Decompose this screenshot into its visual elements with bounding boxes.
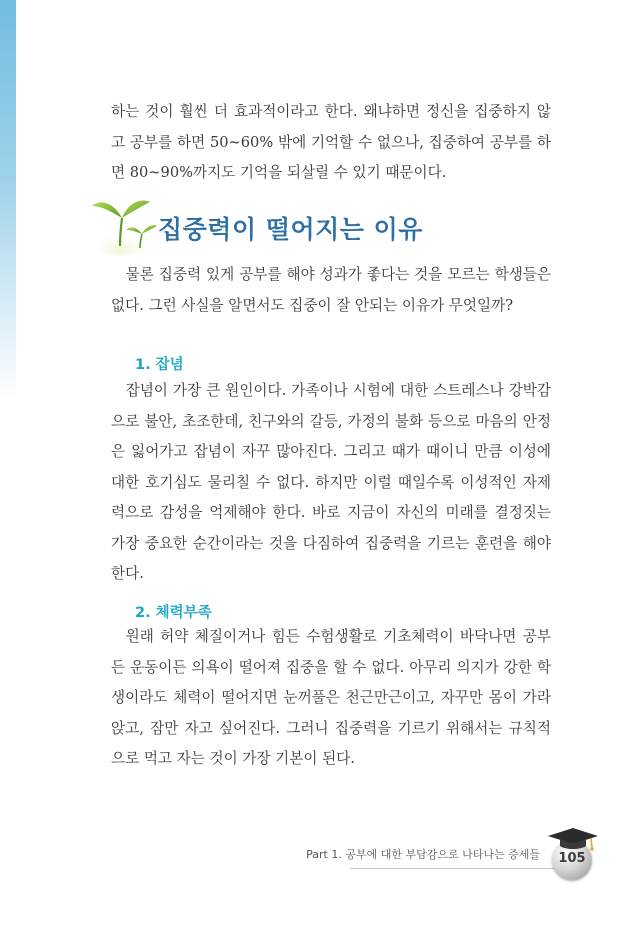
page-footer: [300, 828, 620, 888]
footer-chapter-title: Part 1. 공부에 대한 부담감으로 나타나는 증세들: [306, 848, 540, 861]
subheading-distraction: 1. 잡념: [135, 357, 184, 373]
section-title: 집중력이 떨어지는 이유: [158, 215, 423, 244]
subheading-stamina: 2. 체력부족: [135, 605, 212, 621]
section-heading: [90, 190, 550, 260]
paragraph-distraction: 잡념이 가장 큰 원인이다. 가족이나 시험에 대한 스트레스나 강박감으로 불안, 초조한데, 친구와의 갈등, 가정의 불화 등으로 마음의 안정은 잃어가고 잡념이 자꾸 많아진다. 그리고 때가 때이니 만큼 이성에 대한 호기심도 물리칠 수 없다. 하지만 이럴 때일수록 이성적인 자제력으로 감성을 억제해야 한다. 바로 지금이 자신의 미래를 결정짓는 가장 중요한 순간이라는 것을 다짐하여 집중력을 기르는 훈련을 해야 한다.: [111, 382, 551, 582]
page-edge-stripe: [0, 0, 16, 400]
footer-rule: [350, 868, 560, 869]
graduation-cap-icon: [546, 826, 600, 854]
intro-paragraph: 하는 것이 훨씬 더 효과적이라고 한다. 왜냐하면 정신을 집중하지 않고 공부를 하면 50~60% 밖에 기억할 수 없으나, 집중하여 공부를 하면 80~90%까지도 기억을 되살릴 수 있기 때문이다.: [111, 103, 551, 181]
paragraph-stamina: 원래 허약 체질이거나 힘든 수험생활로 기초체력이 바닥나면 공부든 운동이든 의욕이 떨어져 집중을 할 수 없다. 아무리 의지가 강한 학생이라도 체력이 떨어지면 눈꺼풀은 천근만근이고, 자꾸만 몸이 가라앉고, 잠만 자고 싶어진다. 그러니 집중력을 기르기 위해서는 규칙적으로 먹고 자는 것이 가장 기본이 된다.: [111, 628, 551, 767]
page-number: 105: [558, 851, 586, 866]
sprout-icon: [90, 190, 160, 256]
section-lead-paragraph: 물론 집중력 있게 공부를 해야 성과가 좋다는 것을 모르는 학생들은 없다. 그런 사실을 알면서도 집중이 잘 안되는 이유가 무엇일까?: [111, 266, 551, 314]
